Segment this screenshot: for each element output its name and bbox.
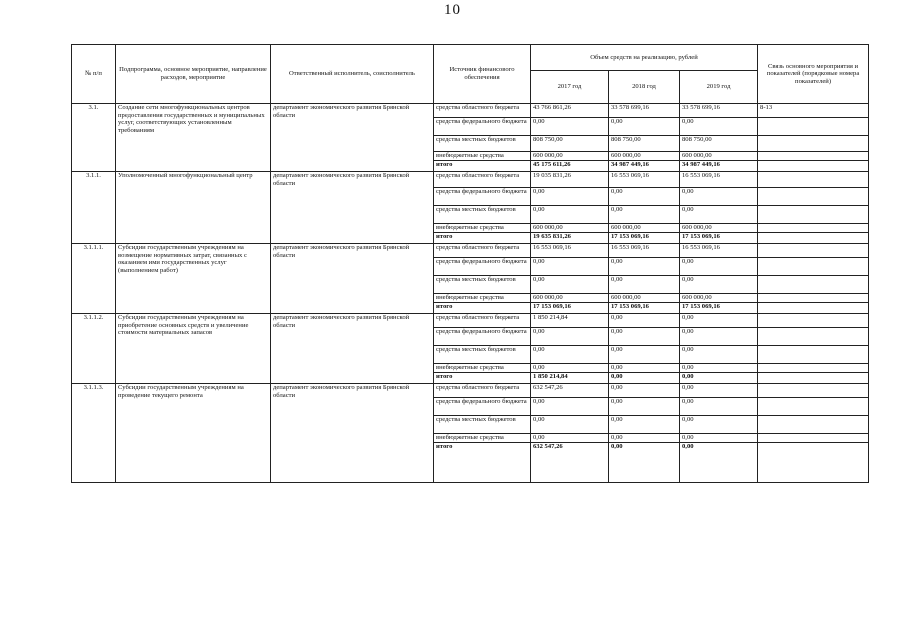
row-executor: департамент экономического развития Брянской области — [271, 244, 434, 314]
funding-source: средства федерального бюджета — [434, 188, 531, 206]
value-2018: 600 000,00 — [609, 294, 680, 303]
value-2017: 0,00 — [531, 206, 609, 224]
col-header-year: 2018 год — [609, 71, 680, 104]
row-program-name: Уполномоченный многофункциональный центр — [116, 172, 271, 244]
table-row — [72, 172, 869, 188]
value-2018: 0,00 — [609, 118, 680, 136]
value-2017: 17 153 069,16 — [531, 303, 609, 314]
value-2018: 0,00 — [609, 328, 680, 346]
value-2017: 0,00 — [531, 188, 609, 206]
value-2018: 0,00 — [609, 258, 680, 276]
value-2019: 600 000,00 — [680, 294, 758, 303]
table-row — [72, 244, 869, 258]
value-2017: 0,00 — [531, 118, 609, 136]
value-2019: 17 153 069,16 — [680, 233, 758, 244]
row-indicator-link-empty — [758, 233, 869, 244]
funding-source: итого — [434, 303, 531, 314]
value-2018: 0,00 — [609, 416, 680, 434]
value-2017: 16 553 069,16 — [531, 244, 609, 258]
row-indicator-link-empty — [758, 328, 869, 346]
value-2018: 0,00 — [609, 373, 680, 384]
row-code: 3.1.1. — [72, 172, 116, 244]
row-code: 3.1.1.3. — [72, 384, 116, 483]
value-2017: 808 750,00 — [531, 136, 609, 152]
value-2018: 17 153 069,16 — [609, 303, 680, 314]
value-2017: 0,00 — [531, 276, 609, 294]
row-indicator-link-empty — [758, 118, 869, 136]
row-indicator-link-empty — [758, 373, 869, 384]
funding-source: внебюджетные средства — [434, 294, 531, 303]
value-2018: 0,00 — [609, 398, 680, 416]
funding-source: итого — [434, 443, 531, 483]
funding-source: средства местных бюджетов — [434, 416, 531, 434]
value-2018: 17 153 069,16 — [609, 233, 680, 244]
row-code: 3.1.1.2. — [72, 314, 116, 384]
value-2019: 0,00 — [680, 118, 758, 136]
funding-source: средства областного бюджета — [434, 314, 531, 328]
funding-source: средства областного бюджета — [434, 104, 531, 118]
value-2019: 0,00 — [680, 314, 758, 328]
row-executor: департамент экономического развития Брянской области — [271, 384, 434, 483]
table-header-row — [72, 45, 869, 71]
value-2019: 0,00 — [680, 276, 758, 294]
value-2017: 0,00 — [531, 398, 609, 416]
table-row — [72, 314, 869, 328]
funding-source: внебюджетные средства — [434, 434, 531, 443]
value-2019: 600 000,00 — [680, 152, 758, 161]
value-2019: 0,00 — [680, 258, 758, 276]
col-header-year: 2017 год — [531, 71, 609, 104]
row-indicator-link-empty — [758, 136, 869, 152]
value-2017: 600 000,00 — [531, 294, 609, 303]
page-number: 10 — [444, 2, 461, 18]
value-2019: 0,00 — [680, 364, 758, 373]
value-2019: 0,00 — [680, 346, 758, 364]
value-2019: 0,00 — [680, 384, 758, 398]
value-2017: 0,00 — [531, 258, 609, 276]
value-2018: 0,00 — [609, 188, 680, 206]
row-program-name: Субсидии государственным учреждениям на проведение текущего ремонта — [116, 384, 271, 483]
row-indicator-link — [758, 172, 869, 188]
value-2017: 0,00 — [531, 416, 609, 434]
value-2017: 0,00 — [531, 328, 609, 346]
col-header-program: Подпрограмма, основное мероприятие, направление расходов, мероприятие — [116, 45, 271, 104]
funding-source: средства федерального бюджета — [434, 398, 531, 416]
value-2017: 19 635 831,26 — [531, 233, 609, 244]
row-program-name: Создание сети многофункциональных центров предоставления государственных и муниципальных услуг, соответствующих установленным требованиям — [116, 104, 271, 172]
value-2017: 1 850 214,84 — [531, 373, 609, 384]
value-2017: 632 547,26 — [531, 443, 609, 483]
value-2018: 600 000,00 — [609, 152, 680, 161]
col-header-link: Связь основного мероприятия и показателей (порядковые номера показателей) — [758, 45, 869, 104]
value-2017: 0,00 — [531, 346, 609, 364]
row-indicator-link-empty — [758, 398, 869, 416]
value-2017: 0,00 — [531, 364, 609, 373]
row-indicator-link-empty — [758, 364, 869, 373]
funding-source: внебюджетные средства — [434, 152, 531, 161]
value-2018: 600 000,00 — [609, 224, 680, 233]
funding-source: средства областного бюджета — [434, 244, 531, 258]
value-2018: 0,00 — [609, 434, 680, 443]
row-executor: департамент экономического развития Брянской области — [271, 314, 434, 384]
value-2018: 0,00 — [609, 206, 680, 224]
value-2017: 19 035 831,26 — [531, 172, 609, 188]
col-header-source: Источник финансового обеспечения — [434, 45, 531, 104]
row-indicator-link: 8-13 — [758, 104, 869, 118]
row-indicator-link-empty — [758, 416, 869, 434]
row-indicator-link-empty — [758, 434, 869, 443]
value-2019: 0,00 — [680, 188, 758, 206]
value-2017: 43 766 861,26 — [531, 104, 609, 118]
value-2017: 45 175 611,26 — [531, 161, 609, 172]
value-2018: 34 987 449,16 — [609, 161, 680, 172]
value-2019: 34 987 449,16 — [680, 161, 758, 172]
row-indicator-link — [758, 314, 869, 328]
col-header-num: № п/п — [72, 45, 116, 104]
value-2019: 16 553 069,16 — [680, 172, 758, 188]
value-2019: 808 750,00 — [680, 136, 758, 152]
row-code: 3.1. — [72, 104, 116, 172]
value-2018: 16 553 069,16 — [609, 244, 680, 258]
value-2019: 0,00 — [680, 373, 758, 384]
row-program-name: Субсидии государственным учреждениям на возмещение нормативных затрат, связанных с оказанием ими государственных услуг (выполнением работ) — [116, 244, 271, 314]
row-indicator-link-empty — [758, 276, 869, 294]
funding-source: средства федерального бюджета — [434, 258, 531, 276]
row-indicator-link — [758, 384, 869, 398]
funding-source: итого — [434, 161, 531, 172]
row-indicator-link-empty — [758, 152, 869, 161]
row-indicator-link-empty — [758, 161, 869, 172]
value-2017: 600 000,00 — [531, 224, 609, 233]
row-executor: департамент экономического развития Брянской области — [271, 172, 434, 244]
value-2018: 33 578 699,16 — [609, 104, 680, 118]
funding-source: средства местных бюджетов — [434, 136, 531, 152]
value-2018: 0,00 — [609, 443, 680, 483]
table-body — [72, 104, 869, 483]
col-header-year: 2019 год — [680, 71, 758, 104]
row-executor: департамент экономического развития Брянской области — [271, 104, 434, 172]
funding-source: средства местных бюджетов — [434, 276, 531, 294]
value-2019: 33 578 699,16 — [680, 104, 758, 118]
funding-source: средства федерального бюджета — [434, 328, 531, 346]
row-indicator-link — [758, 244, 869, 258]
value-2019: 0,00 — [680, 398, 758, 416]
value-2017: 600 000,00 — [531, 152, 609, 161]
funding-source: средства федерального бюджета — [434, 118, 531, 136]
row-code: 3.1.1.1. — [72, 244, 116, 314]
value-2019: 16 553 069,16 — [680, 244, 758, 258]
funding-source: внебюджетные средства — [434, 224, 531, 233]
value-2019: 600 000,00 — [680, 224, 758, 233]
value-2018: 0,00 — [609, 364, 680, 373]
row-indicator-link-empty — [758, 443, 869, 483]
row-indicator-link-empty — [758, 294, 869, 303]
funding-source: средства областного бюджета — [434, 384, 531, 398]
value-2017: 0,00 — [531, 434, 609, 443]
value-2019: 0,00 — [680, 328, 758, 346]
value-2018: 0,00 — [609, 384, 680, 398]
row-indicator-link-empty — [758, 303, 869, 314]
row-indicator-link-empty — [758, 206, 869, 224]
value-2018: 0,00 — [609, 346, 680, 364]
value-2019: 0,00 — [680, 434, 758, 443]
row-program-name: Субсидии государственным учреждениям на приобретение основных средств и увеличение стоимости материальных запасов — [116, 314, 271, 384]
table-row — [72, 104, 869, 118]
funding-source: итого — [434, 233, 531, 244]
row-indicator-link-empty — [758, 188, 869, 206]
value-2019: 0,00 — [680, 416, 758, 434]
table-row — [72, 384, 869, 398]
budget-table — [71, 44, 869, 483]
funding-source: средства областного бюджета — [434, 172, 531, 188]
value-2019: 0,00 — [680, 206, 758, 224]
funding-source: средства местных бюджетов — [434, 346, 531, 364]
value-2019: 17 153 069,16 — [680, 303, 758, 314]
funding-source: средства местных бюджетов — [434, 206, 531, 224]
col-header-amount: Объем средств на реализацию, рублей — [531, 45, 758, 71]
value-2018: 808 750,00 — [609, 136, 680, 152]
value-2019: 0,00 — [680, 443, 758, 483]
row-indicator-link-empty — [758, 224, 869, 233]
funding-source: итого — [434, 373, 531, 384]
row-indicator-link-empty — [758, 346, 869, 364]
value-2017: 632 547,26 — [531, 384, 609, 398]
col-header-executor: Ответственный исполнитель, соисполнитель — [271, 45, 434, 104]
funding-source: внебюджетные средства — [434, 364, 531, 373]
value-2018: 16 553 069,16 — [609, 172, 680, 188]
row-indicator-link-empty — [758, 258, 869, 276]
value-2017: 1 850 214,84 — [531, 314, 609, 328]
value-2018: 0,00 — [609, 276, 680, 294]
value-2018: 0,00 — [609, 314, 680, 328]
